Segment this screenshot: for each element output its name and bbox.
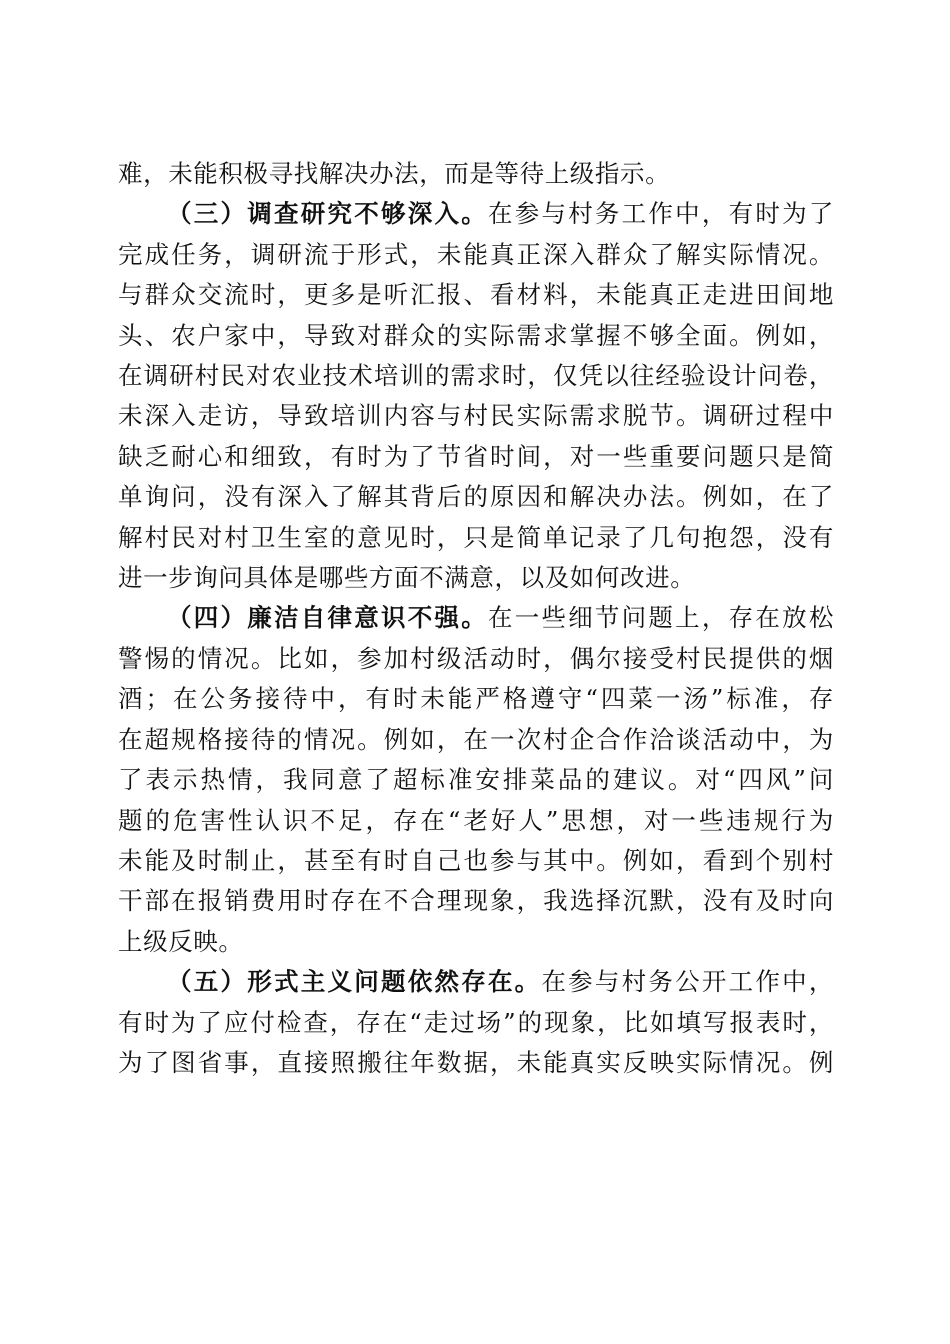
text-line: 酒；在公务接待中，有时未能严格遵守“四菜一汤”标准，存 bbox=[118, 684, 834, 714]
paragraph-formalism bbox=[118, 962, 834, 1083]
paragraph-continuation bbox=[118, 154, 834, 194]
text-segment: 在参与村务工作中，有时为了 bbox=[487, 199, 834, 229]
document-page bbox=[118, 154, 834, 1083]
text-line: 完成任务，调研流于形式，未能真正深入群众了解实际情况。 bbox=[118, 239, 834, 269]
text-line: 未能及时制止，甚至有时自己也参与其中。例如，看到个别村 bbox=[118, 845, 834, 875]
text-line: 为了图省事，直接照搬往年数据，未能真实反映实际情况。例 bbox=[118, 1047, 834, 1077]
text-line: 难，未能积极寻找解决办法，而是等待上级指示。 bbox=[118, 159, 671, 188]
text-line bbox=[118, 194, 834, 234]
text-segment: 在参与村务公开工作中， bbox=[541, 967, 834, 997]
text-line bbox=[118, 962, 834, 1002]
text-line: 单询问，没有深入了解其背后的原因和解决办法。例如，在了 bbox=[118, 482, 834, 512]
text-line: 与群众交流时，更多是听汇报、看材料，未能真正走进田间地 bbox=[118, 280, 834, 310]
text-line: 未深入走访，导致培训内容与村民实际需求脱节。调研过程中 bbox=[118, 401, 834, 431]
section-heading-formalism: （五）形式主义问题依然存在。 bbox=[167, 967, 542, 997]
text-line: 了表示热情，我同意了超标准安排菜品的建议。对“四风”问 bbox=[118, 765, 834, 795]
text-line bbox=[118, 598, 834, 638]
text-line: 缺乏耐心和细致，有时为了节省时间，对一些重要问题只是简 bbox=[118, 441, 834, 471]
section-heading-research: （三）调查研究不够深入。 bbox=[167, 199, 488, 229]
text-line: 题的危害性认识不足，存在“老好人”思想，对一些违规行为 bbox=[118, 805, 834, 835]
text-line: 头、农户家中，导致对群众的实际需求掌握不够全面。例如， bbox=[118, 320, 834, 350]
paragraph-research bbox=[118, 194, 834, 598]
text-segment: 在一些细节问题上，存在放松 bbox=[487, 603, 834, 633]
text-line: 进一步询问具体是哪些方面不满意，以及如何改进。 bbox=[118, 563, 696, 593]
text-line: 干部在报销费用时存在不合理现象，我选择沉默，没有及时向 bbox=[118, 886, 834, 916]
text-line: 上级反映。 bbox=[118, 926, 244, 956]
text-line: 警惕的情况。比如，参加村级活动时，偶尔接受村民提供的烟 bbox=[118, 643, 834, 673]
section-heading-integrity: （四）廉洁自律意识不强。 bbox=[167, 603, 488, 633]
text-line: 解村民对村卫生室的意见时，只是简单记录了几句抱怨，没有 bbox=[118, 522, 834, 552]
text-line: 在超规格接待的情况。例如，在一次村企合作洽谈活动中，为 bbox=[118, 724, 834, 754]
text-line: 有时为了应付检查，存在“走过场”的现象，比如填写报表时， bbox=[118, 1007, 834, 1037]
text-line: 在调研村民对农业技术培训的需求时，仅凭以往经验设计问卷， bbox=[118, 361, 834, 391]
paragraph-integrity bbox=[118, 598, 834, 962]
